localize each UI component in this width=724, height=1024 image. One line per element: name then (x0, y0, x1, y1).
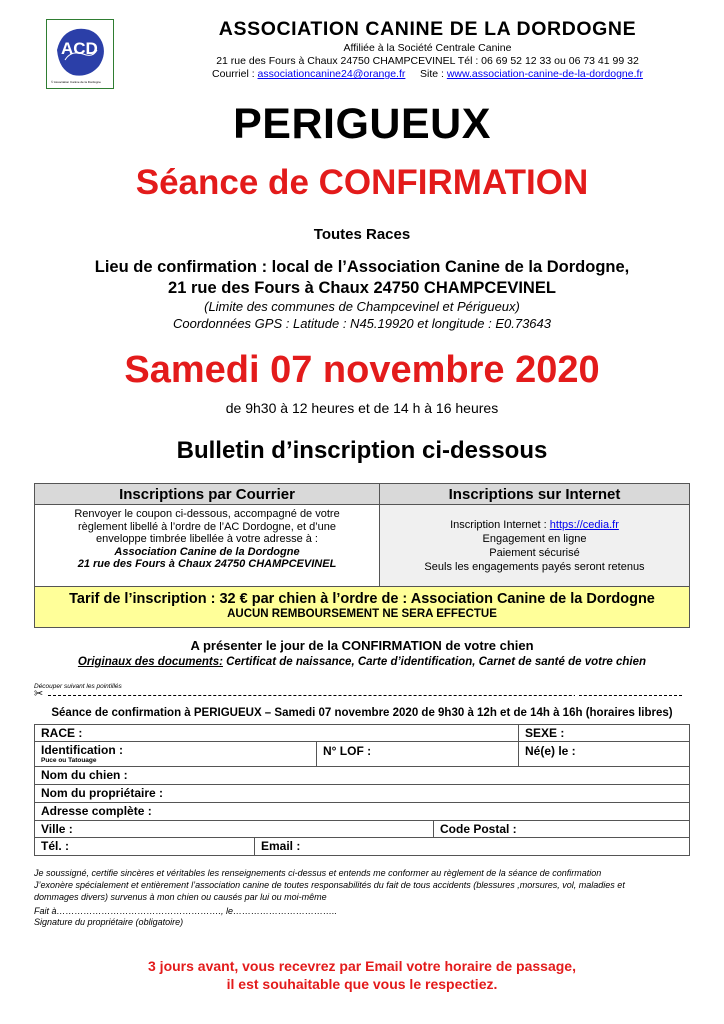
internet-label: Inscription Internet : (450, 519, 550, 531)
inscriptions-box (34, 483, 690, 628)
internet-instructions (380, 505, 689, 586)
originaux-label: Originaux des documents: (77, 656, 223, 668)
bulletin-heading: Bulletin d’inscription ci-dessous (176, 437, 548, 464)
form-row-ville (35, 821, 689, 838)
association-name: ASSOCIATION CANINE DE LA DORDOGNE (218, 18, 637, 40)
seance-confirmation: CONFIRMATION (318, 163, 589, 202)
affiliation: Affiliée à la Société Centrale Canine (343, 42, 512, 54)
tarif-banner (35, 586, 689, 627)
declaration-line: dommages divers) survenus à mon chien ou causés par lui ou moi-même (34, 892, 327, 902)
signature-label: Signature du propriétaire (obligatoire) (34, 917, 184, 927)
declaration-line: Je soussigné, certifie sincères et véritables les renseignements ci-dessus et entends me conformer au règlement de la séance de confirmation (34, 868, 602, 878)
email-label: Email : (261, 839, 301, 853)
courrier-line: règlement libellé à l’ordre de l’AC Dordogne, et d’une (77, 520, 337, 533)
form-row-nom-chien (35, 767, 689, 785)
association-address: 21 rue des Fours à Chaux 24750 CHAMPCEVINEL Tél : 06 69 52 12 33 ou 06 73 41 99 32 (216, 55, 639, 67)
identification-hint: Puce ou Tatouage (41, 757, 97, 764)
race-field[interactable] (35, 725, 518, 741)
notice-line-1: 3 jours avant, vous recevrez par Email votre horaire de passage, (148, 958, 576, 974)
internet-line: Paiement sécurisé (489, 547, 580, 559)
form-row-race (35, 725, 689, 742)
owner-name-field[interactable] (35, 785, 689, 802)
courrier-line: Renvoyer le coupon ci-dessous, accompagné de votre (74, 508, 340, 520)
lieu-line-2: 21 rue des Fours à Chaux 24750 CHAMPCEVINEL (168, 279, 556, 297)
internet-link-line (380, 518, 689, 532)
courrier-line: enveloppe timbrée libellée à votre adresse à : (96, 533, 318, 546)
dog-name-label: Nom du chien : (41, 768, 128, 782)
postal-code-field[interactable] (433, 821, 689, 837)
birthdate-field[interactable] (518, 742, 689, 766)
logo-caption: © Association Canine de la Dordogne (51, 80, 101, 84)
owner-name-label: Nom du propriétaire : (41, 786, 164, 800)
lieu-line-1: Lieu de confirmation : local de l’Association Canine de la Dordogne, (94, 258, 630, 276)
identification-field[interactable] (35, 742, 316, 766)
internet-line: Engagement en ligne (482, 533, 587, 545)
dog-name-field[interactable] (35, 767, 689, 784)
association-logo (46, 19, 114, 89)
sexe-label: SEXE : (525, 726, 565, 740)
contact-line (150, 68, 705, 80)
form-row-contact (35, 838, 689, 855)
dashed-gap (575, 692, 579, 700)
courrier-instructions (35, 505, 380, 571)
postal-code-label: Code Postal : (440, 822, 517, 836)
declaration (34, 867, 690, 903)
city-title: PERIGUEUX (233, 100, 491, 148)
email-field[interactable] (254, 838, 689, 855)
dashed-line (48, 695, 682, 696)
sexe-field[interactable] (518, 725, 689, 741)
cut-line (34, 688, 682, 700)
lof-field[interactable] (316, 742, 518, 766)
city-field[interactable] (35, 821, 433, 837)
website-link[interactable]: www.association-canine-de-la-dordogne.fr (446, 68, 643, 80)
declaration-line: J’exonère spécialement et entièrement l’association canine de toutes responsabilités du fait de tous accidents (blessures ,morsures, vol, maladies et (34, 880, 625, 890)
address-label: Adresse complète : (41, 804, 152, 818)
internet-heading: Inscriptions sur Internet (380, 484, 689, 505)
courrier-spacer (35, 564, 380, 586)
lof-label: N° LOF : (323, 744, 372, 758)
fait-a-field[interactable]: Fait à………………………………………………., le…………………………….. (34, 906, 338, 916)
cedia-link[interactable]: https://cedia.fr (549, 519, 619, 531)
originaux-list: Certificat de naissance, Carte d’identification, Carnet de santé de votre chien (222, 656, 647, 668)
event-date: Samedi 07 novembre 2020 (124, 349, 600, 391)
site-label: Site : (419, 68, 447, 80)
races: Toutes Races (313, 226, 411, 243)
phone-field[interactable] (35, 838, 254, 855)
race-label: RACE : (41, 726, 83, 740)
present-documents: A présenter le jour de la CONFIRMATION de votre chien (190, 638, 534, 653)
identification-label: Identification : (41, 743, 123, 757)
no-refund-text: AUCUN REMBOURSEMENT NE SERA EFFECTUE (227, 608, 497, 620)
registration-form (34, 724, 690, 856)
notice-line-2: il est souhaitable que vous le respectiez. (226, 976, 498, 992)
form-row-adresse (35, 803, 689, 821)
seance-prefix: Séance de (135, 163, 319, 202)
logo-letters: ACD (61, 39, 98, 58)
form-heading: Séance de confirmation à PERIGUEUX – Samedi 07 novembre 2020 de 9h30 à 12h et de 14h à 16h (horaires libres) (51, 707, 673, 719)
address-field[interactable] (35, 803, 689, 820)
city-label: Ville : (41, 822, 73, 836)
courrier-address-2: 21 rue des Fours à Chaux 24750 CHAMPCEVINEL (77, 558, 337, 571)
courriel-label: Courriel : (212, 68, 258, 80)
courrier-address-1: Association Canine de la Dordogne (114, 545, 300, 558)
originaux-line (0, 656, 724, 668)
seance-title (0, 163, 724, 203)
tarif-text: Tarif de l’inscription : 32 € par chien à l’ordre de : Association Canine de la Dordogne (69, 591, 655, 607)
phone-label: Tél. : (41, 839, 70, 853)
cut-label: Découper suivant les pointillés (34, 683, 122, 690)
scissors-icon: ✂ (34, 688, 44, 700)
event-hours: de 9h30 à 12 heures et de 14 h à 16 heures (225, 400, 499, 416)
limite-communes: (Limite des communes de Champcevinel et Périgueux) (204, 299, 520, 314)
courrier-heading: Inscriptions par Courrier (35, 484, 380, 505)
internet-line: Seuls les engagements payés seront retenus (424, 561, 645, 573)
gps-coordinates: Coordonnées GPS : Latitude : N45.19920 et longitude : E0.73643 (173, 316, 551, 331)
form-row-proprietaire (35, 785, 689, 803)
birthdate-label: Né(e) le : (525, 744, 576, 758)
email-link[interactable]: associationcanine24@orange.fr (257, 68, 406, 80)
form-row-identification (35, 742, 689, 767)
